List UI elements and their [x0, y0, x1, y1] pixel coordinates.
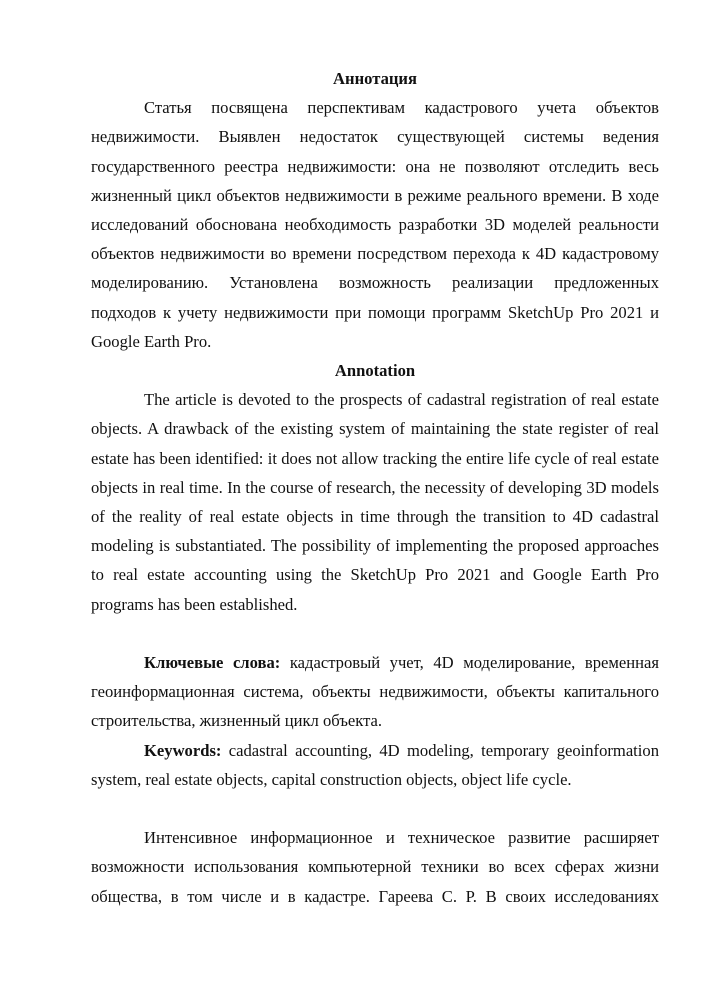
en-keywords-text: cadastral accounting, 4D modeling, temporary geoinformation system, real estate objects, capital construction objects, object life cycle.	[91, 740, 659, 789]
ru-keywords-label: Ключевые слова:	[144, 653, 281, 673]
ru-abstract-heading: Аннотация	[333, 69, 417, 88]
spacer	[91, 794, 659, 823]
ru-keywords	[91, 648, 659, 736]
en-keywords	[91, 736, 659, 794]
en-abstract-heading: Annotation	[334, 361, 416, 381]
ru-abstract-text: Статья посвящена перспективам кадастрового учета объектов недвижимости. Выявлен недостаток существующей системы ведения государственного реестра недвижимости: она не позволяют отследить весь жизненный цикл объектов недвижимости в режиме реального времени. В ходе исследований обоснована необходимость разработки 3D моделей реальности объектов недвижимости во времени посредством перехода к 4D кадастровому моделированию. Установлена возможность реализации предложенных подходов к учету недвижимости при помощи программ SketchUp Pro 2021 и Google Earth Pro.	[91, 98, 659, 351]
document-page	[91, 64, 659, 911]
intro-paragraph: Интенсивное информационное и техническое развитие расширяет возможности использования компьютерной техники во всех сферах жизни общества, в том числе и в кадастре. Гареева С. Р. В своих исследованиях	[91, 828, 659, 906]
spacer	[91, 619, 659, 648]
en-abstract-text: The article is devoted to the prospects of cadastral registration of real estate objects. A drawback of the existing system of maintaining the state register of real estate has been identified: it does not allow tracking the entire life cycle of real estate objects in real time. In the course of research, the necessity of developing 3D models of the reality of real estate objects in time through the transition to 4D cadastral modeling is substantiated. The possibility of implementing the proposed approaches to real estate accounting using the SketchUp Pro 2021 and Google Earth Pro programs has been established.	[91, 390, 659, 614]
en-keywords-label: Keywords:	[144, 740, 222, 760]
ru-keywords-text: кадастровый учет, 4D моделирование, временная геоинформационная система, объекты недвижимости, объекты капитального строительства, жизненный цикл объекта.	[91, 653, 660, 731]
